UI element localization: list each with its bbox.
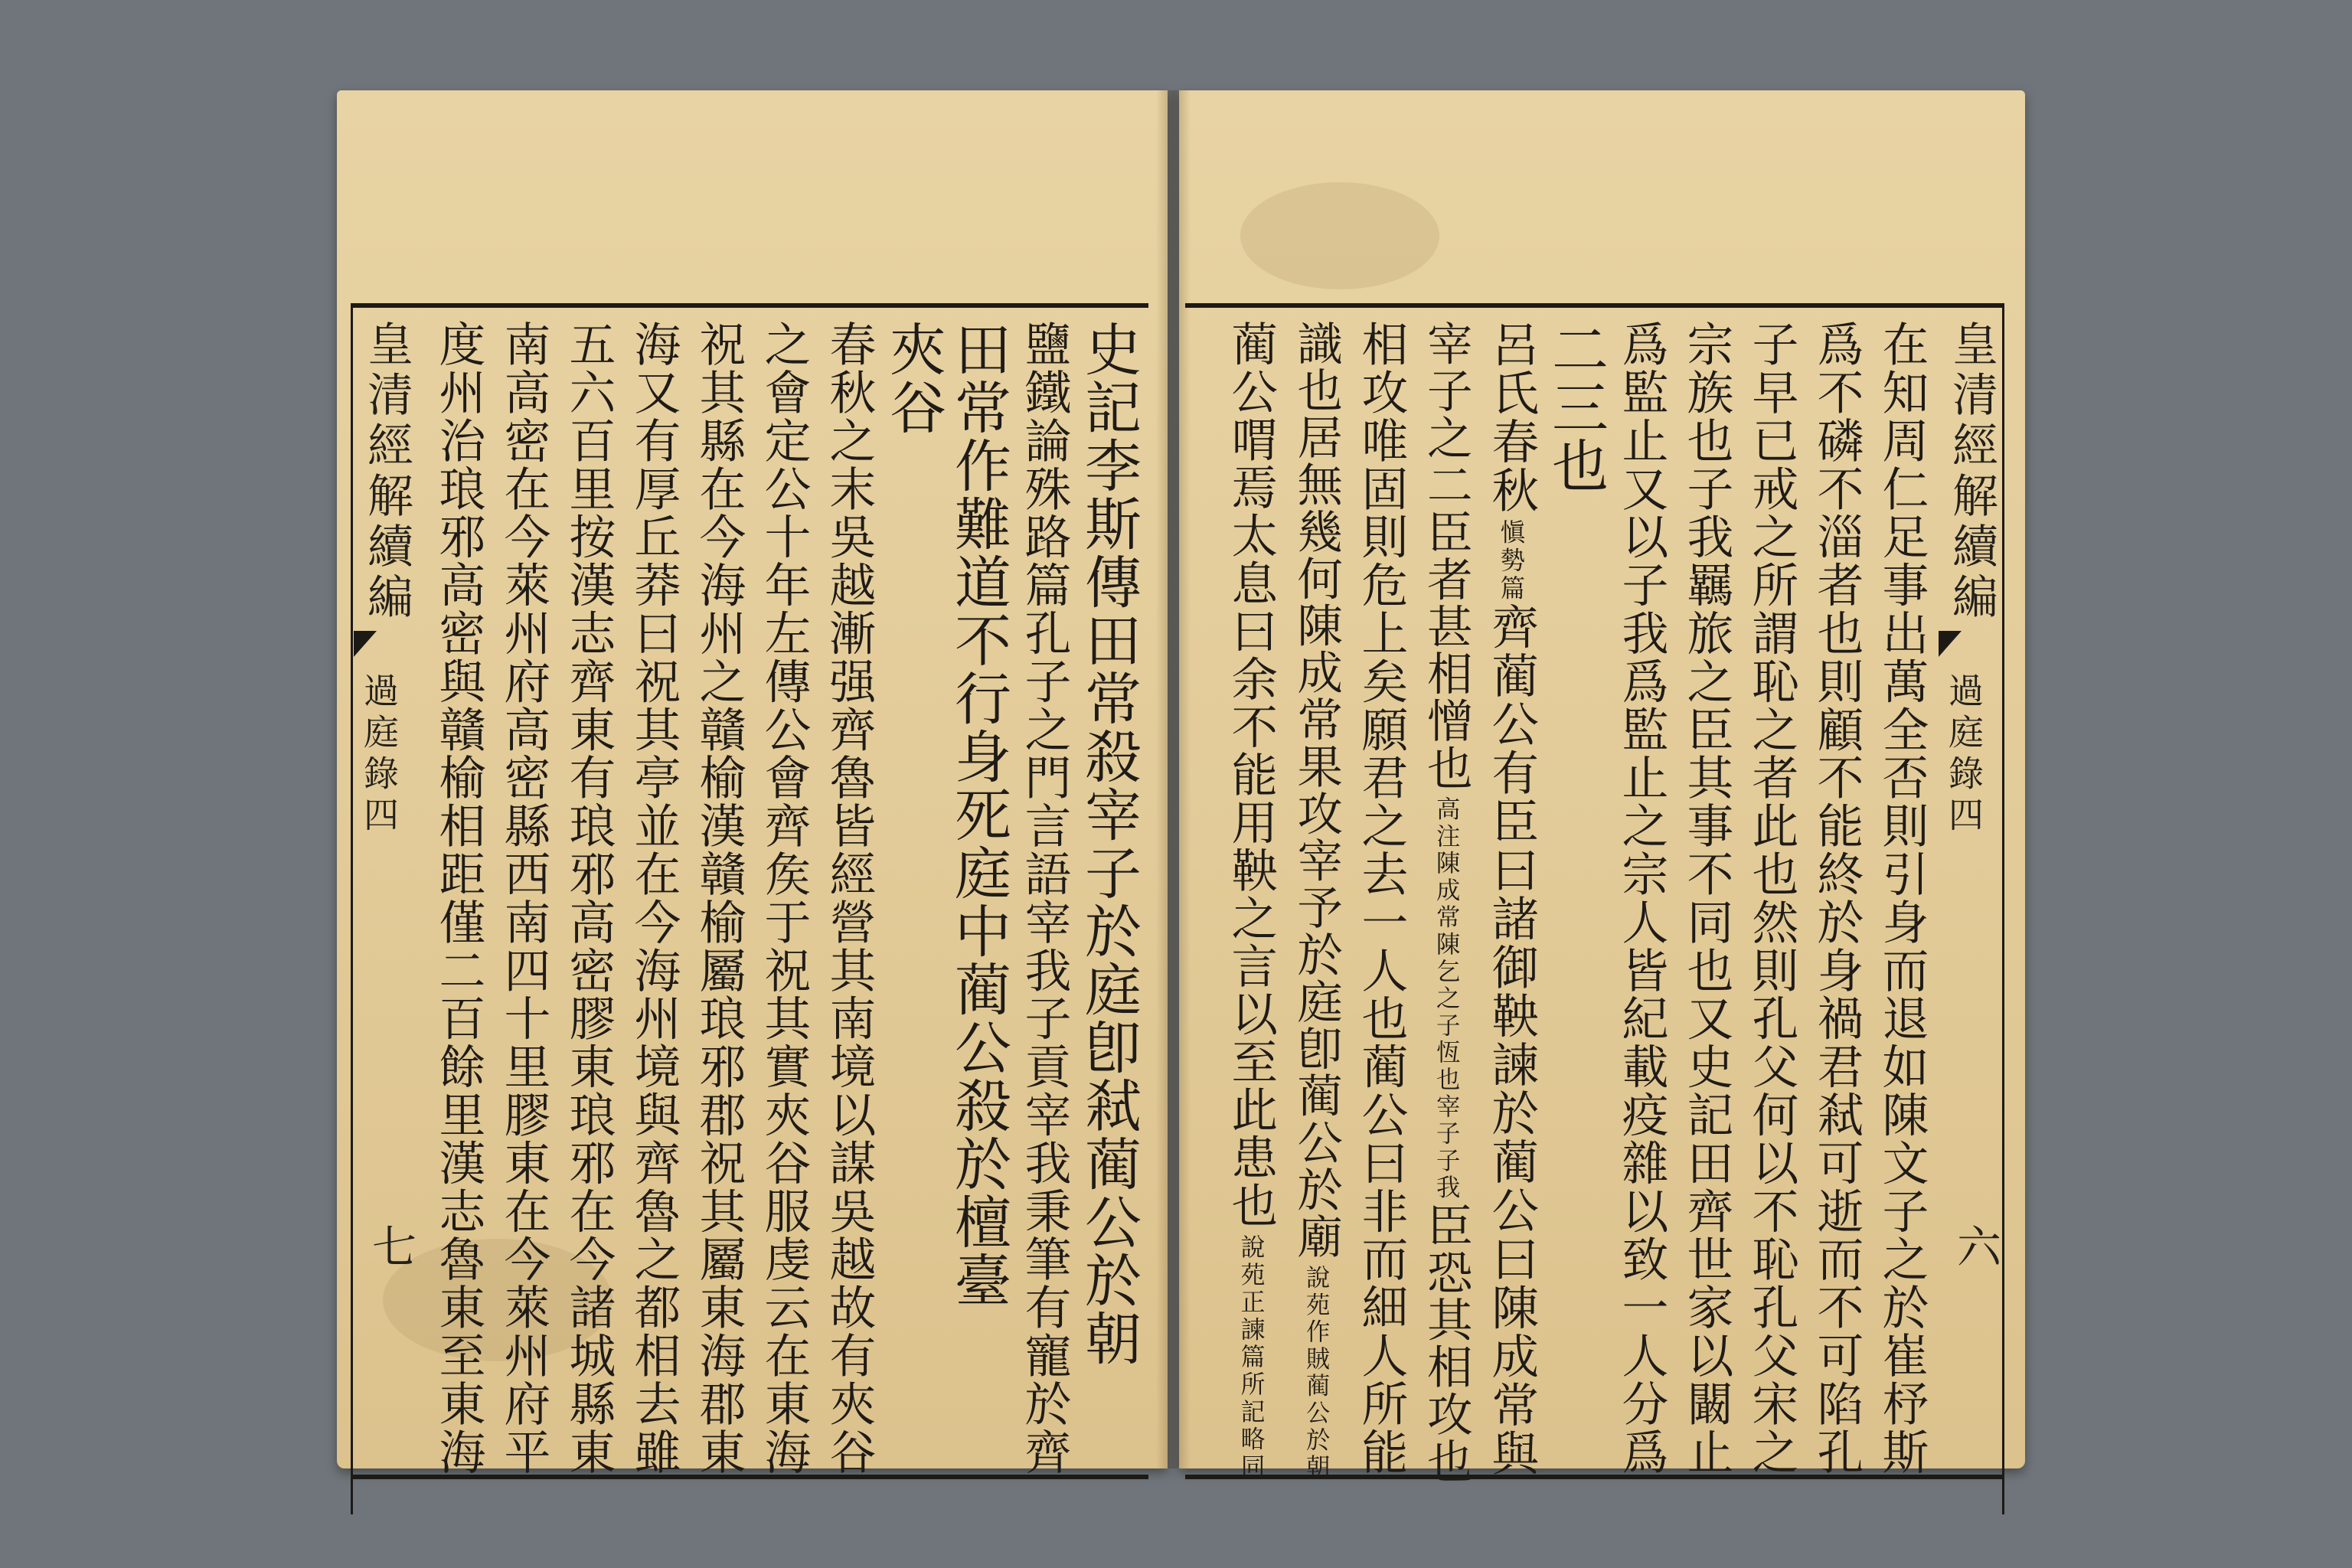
left-outer-border [351,303,353,1514]
text-column: 爲不磷不淄者也則顧不能終於身禍君弒可逝而不可陷孔 [1809,320,1864,1476]
text-column: 爲監止又以子我爲監止之宗人皆紀載疫雜以致一人分爲 [1614,320,1669,1476]
interlinear-note: 高注陳成常陳乞之子恆也宰子子我 [1432,796,1460,1202]
right-top-rule [1185,303,2004,308]
text-column: 度州治琅邪高密與贛榆相距僅二百餘里漢志魯東至東海 [431,320,486,1476]
text-column: 相攻唯固則危上矣願君之去一人也蔺公曰非而細人所能 [1354,320,1409,1476]
open-book [337,90,2025,1485]
text-column: 在知周仁足事出萬全否則引身而退如陳文子之於崔杼斯 [1874,320,1929,1476]
chapter-label: 過庭錄四 [358,672,400,838]
text-column: 祝其縣在今海州之贛榆漢贛榆屬琅邪郡祝其屬東海郡東 [691,320,746,1476]
text-column: 鹽鐵論殊路篇孔子之門言語宰我子貢宰我秉筆有寵於齊 [1017,320,1072,1476]
chapter-label: 過庭錄四 [1943,672,1984,838]
text-column: 呂氏春秋 愼勢篇 齊蔺公有臣曰諸御鞅諫於蔺公曰陳成常與 [1483,320,1539,1478]
book-title: 皇清經解續編 [360,320,413,623]
left-top-rule [351,303,1148,308]
text-column: 史記李斯傳田常殺宰子於庭卽弒蔺公於朝 [1076,320,1142,1367]
interlinear-note: 說苑正諫篇所記略同 [1236,1233,1266,1481]
book-gutter [1156,90,1191,1468]
left-page-margin [354,320,415,1499]
folio-number: 七 [364,1223,416,1268]
text-column: 識也居無幾何陳成常果攻宰予於庭卽蔺公於廟 說苑作賊蔺公於朝 [1289,320,1342,1481]
interlinear-note: 愼勢篇 [1496,519,1526,603]
folio-number: 六 [1949,1223,2001,1268]
text-column: 南高密在今萊州府高密縣西南四十里膠東在今萊州府平 [496,320,551,1476]
fishtail-mark [1939,631,1962,657]
text-column: 蔺公喟焉太息曰余不能用鞅之言以至此患也 說苑正諫篇所記略同 [1223,320,1278,1481]
text-column: 宰子之二臣者甚相憎也 高注陳成常陳乞之子恆也宰子子我 臣恐其相攻也 [1419,320,1472,1485]
interlinear-note: 說苑作賊蔺公於朝 [1302,1265,1330,1481]
text-column: 宗族也子我羈旅之臣其事不同也又史記田齊世家以闞止 [1679,320,1734,1476]
text-column: 子早已戒之所謂恥之者此也然則孔父何以不恥孔父宋之 [1744,320,1799,1476]
text-column: 海又有厚丘莽曰祝其亭並在今海州境與齊魯之都相去雖 [626,320,681,1476]
text-column: 之會定公十年左傳公會齊矦于祝其實夾谷服虔云在東海 [756,320,812,1476]
fishtail-mark [354,631,377,657]
book-title: 皇清經解續編 [1945,320,1998,623]
text-column: 二三也 [1543,320,1609,495]
right-page-margin [1939,320,2000,1499]
text-column: 田常作難道不行身死庭中蔺公殺於檀臺 [946,320,1011,1309]
section-heading: 夾谷 [880,320,946,436]
text-column: 五六百里按漢志齊東有琅邪高密膠東琅邪在今諸城縣東 [561,320,616,1476]
text-column: 春秋之末吳越漸强齊魯皆經營其南境以謀吳越故有夾谷 [822,320,877,1476]
